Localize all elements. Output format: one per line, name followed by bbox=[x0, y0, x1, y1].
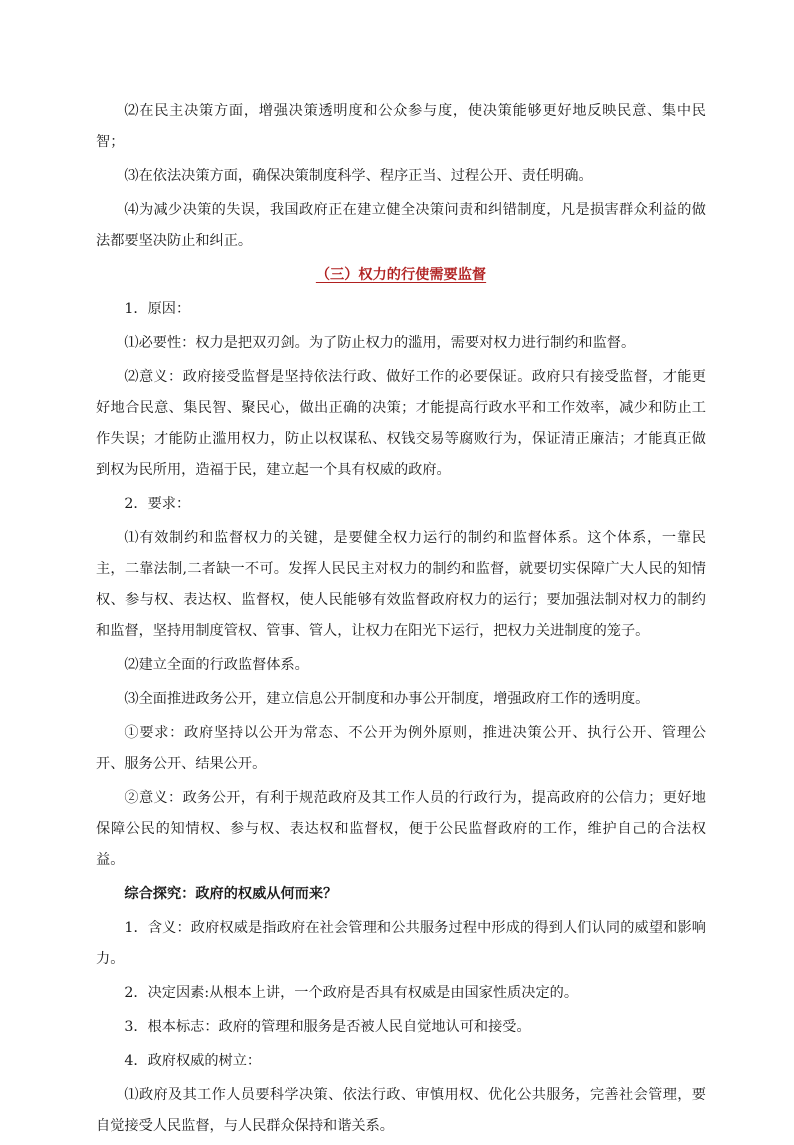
paragraph-authority-meaning: 1．含义：政府权威是指政府在社会管理和公共服务过程中形成的得到人们认同的威望和影响力。 bbox=[96, 920, 706, 967]
paragraph-openness-requirement: ①要求：政府坚持以公开为常态、不公开为例外原则，推进决策公开、执行公开、管理公开、服务公开、结果公开。 bbox=[96, 725, 706, 772]
paragraph-authority-factor: 2．决定因素:从根本上讲，一个政府是否具有权威是由国家性质决定的。 bbox=[124, 985, 579, 1001]
paragraph-supervision-system: ⑴有效制约和监督权力的关键，是要健全权力运行的制约和监督体系。这个体系，一靠民主，二靠法制,二者缺一不可。发挥人民民主对权力的制约和监督，就要切实保障广大人民的知情权、参与权、表达权、监督权，使人民能够有效监督政府权力的运行；要加强法制对权力的制约和监督，坚持用制度管权、管事、管人，让权力在阳光下运行，把权力关进制度的笼子。 bbox=[96, 530, 706, 639]
paragraph-significance: ⑵意义：政府接受监督是坚持依法行政、做好工作的必要保证。政府只有接受监督，才能更好地合民意、集民智、聚民心，做出正确的决策；才能提高行政水平和工作效率，减少和防止工作失误；才能防止滥用权力，防止以权谋私、权钱交易等腐败行为，保证清正廉洁；才能真正做到权为民所用，造福于民，建立起一个具有权威的政府。 bbox=[96, 369, 706, 478]
paragraph-government-openness: ⑶全面推进政务公开，建立信息公开制度和办事公开制度，增强政府工作的透明度。 bbox=[124, 691, 650, 707]
paragraph-legal-decision: ⑶在依法决策方面，确保决策制度科学、程序正当、过程公开、责任明确。 bbox=[124, 168, 593, 184]
paragraph-democratic-decision: ⑵在民主决策方面，增强决策透明度和公众参与度，使决策能够更好地反映民意、集中民智； bbox=[96, 103, 706, 150]
paragraph-authority-sign: 3．根本标志：政府的管理和服务是否被人民自觉地认可和接受。 bbox=[124, 1019, 531, 1035]
paragraph-necessity: ⑴必要性：权力是把双刃剑。为了防止权力的滥用，需要对权力进行制约和监督。 bbox=[124, 335, 636, 351]
paragraph-reasons-label: 1．原因： bbox=[124, 301, 191, 317]
section-heading-text: （三）权力的行使需要监督 bbox=[315, 267, 487, 283]
paragraph-decision-accountability: ⑷为减少决策的失误，我国政府正在建立健全决策问责和纠错制度，凡是损害群众利益的做法都要坚决防止和纠正。 bbox=[96, 202, 706, 249]
paragraph-authority-establishment-label: 4．政府权威的树立： bbox=[124, 1053, 262, 1069]
paragraph-openness-significance: ②意义：政务公开，有利于规范政府及其工作人员的行政行为，提高政府的公信力；更好地保障公民的知情权、参与权、表达权和监督权，便于公民监督政府的工作，维护自己的合法权益。 bbox=[96, 790, 706, 868]
paragraph-authority-establishment: ⑴政府及其工作人员要科学决策、依法行政、审慎用权、优化公共服务，完善社会管理，要自觉接受人民监督，与人民群众保持和谐关系。 bbox=[96, 1087, 706, 1134]
paragraph-requirements-label: 2．要求： bbox=[124, 496, 191, 512]
document-page bbox=[96, 96, 706, 1145]
section-heading bbox=[96, 260, 706, 291]
subheading-comprehensive-inquiry: 综合探究：政府的权威从何而来？ bbox=[124, 886, 338, 902]
paragraph-administrative-supervision: ⑵建立全面的行政监督体系。 bbox=[124, 657, 309, 673]
